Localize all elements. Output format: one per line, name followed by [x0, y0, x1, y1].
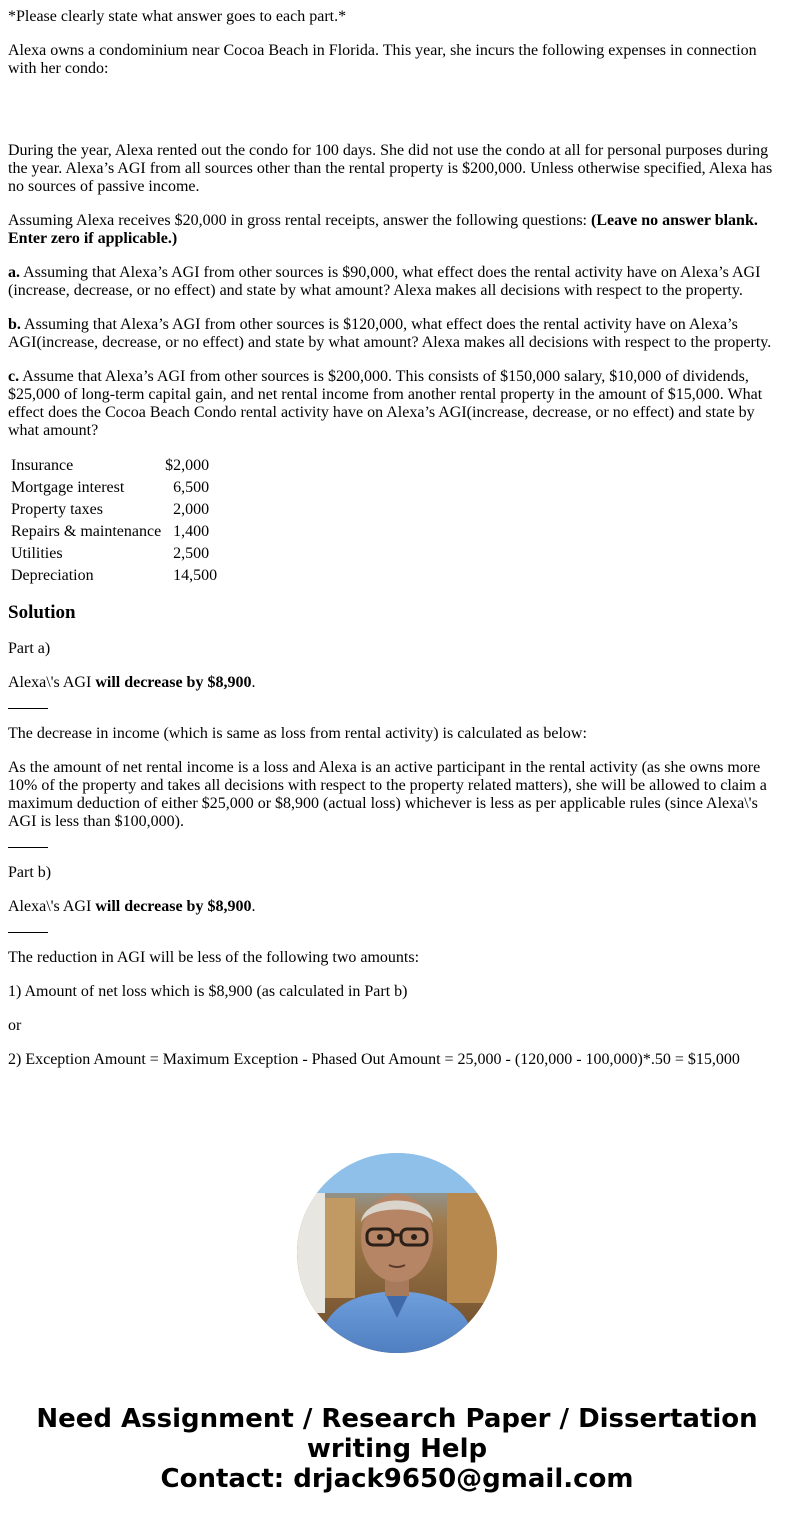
- expense-item: Mortgage interest: [11, 479, 125, 496]
- table-row: [10, 500, 218, 520]
- answer-suffix: .: [251, 674, 256, 691]
- part-b-answer: [8, 898, 786, 916]
- amount-value: 1,400: [173, 523, 210, 540]
- table-row: [10, 522, 218, 542]
- expense-amount: [164, 500, 218, 520]
- question-part-c: [8, 368, 786, 440]
- answer-value: will decrease by $8,900: [95, 674, 252, 691]
- separator: [8, 847, 48, 848]
- author-photo: [297, 1153, 497, 1353]
- expense-item: Repairs & maintenance: [11, 523, 162, 540]
- assumption-note: (Leave no answer blank. Enter zero if applicable.): [8, 212, 758, 247]
- part-c-label: c.: [8, 368, 20, 385]
- expense-amount: [164, 566, 218, 586]
- question-part-a: [8, 264, 786, 300]
- expense-amount: [164, 544, 218, 564]
- part-c-text: Assume that Alexa’s AGI from other sources is $200,000. This consists of $150,000 salary, $10,000 of dividends, $25,000 of long-term capital gain, and net rental income from another rental property in the amount of $15,000. What effect does the Cocoa Beach Condo rental activity have on Alexa’s AGI(increase, decrease, or no effect) and state by what amount?: [8, 368, 763, 439]
- portrait-image: [297, 1153, 497, 1353]
- part-b-text: Assuming that Alexa’s AGI from other sources is $120,000, what effect does the rental activity have on Alexa’s AGI(increase, decrease, or no effect) and state by what amount? Alexa makes all decisions with respect to the property.: [8, 316, 772, 351]
- separator: [8, 932, 48, 933]
- currency-symbol: $: [165, 457, 174, 474]
- expense-item: Insurance: [11, 457, 74, 474]
- table-row: [10, 544, 218, 564]
- expense-amount: [164, 456, 218, 476]
- answer-prefix: Alexa\'s AGI: [8, 898, 96, 915]
- assumption-paragraph: [8, 212, 786, 248]
- expense-amount: [164, 478, 218, 498]
- amount-value: 2,000: [173, 457, 210, 474]
- part-a-answer: [8, 674, 786, 692]
- intro-paragraph: Alexa owns a condominium near Cocoa Beach in Florida. This year, she incurs the following expenses in connection with her condo:: [8, 42, 757, 77]
- part-b-item-1: 1) Amount of net loss which is $8,900 (as calculated in Part b): [8, 983, 408, 1000]
- part-a-explanation-intro: The decrease in income (which is same as loss from rental activity) is calculated as below:: [8, 725, 587, 742]
- part-b-or: or: [8, 1017, 22, 1034]
- part-b-heading: Part b): [8, 864, 52, 881]
- rental-info-paragraph: During the year, Alexa rented out the condo for 100 days. She did not use the condo at all for personal purposes during the year. Alexa’s AGI from all sources other than the rental property is $200,000. Unless otherwise specified, Alexa has no sources of passive income.: [8, 142, 773, 195]
- part-b-label: b.: [8, 316, 21, 333]
- answer-prefix: Alexa\'s AGI: [8, 674, 96, 691]
- promo-banner: [0, 1404, 794, 1494]
- expense-table: [8, 454, 220, 588]
- expense-item: Property taxes: [11, 501, 103, 518]
- instruction-text: *Please clearly state what answer goes to each part.*: [8, 8, 347, 25]
- part-a-heading: Part a): [8, 640, 51, 657]
- answer-value: will decrease by $8,900: [95, 898, 252, 915]
- assumption-text: Assuming Alexa receives $20,000 in gross rental receipts, answer the following questions:: [8, 212, 591, 229]
- amount-value: 2,500: [173, 545, 210, 562]
- banner-line-1: Need Assignment / Research Paper / Dissertation: [36, 1404, 758, 1434]
- question-part-b: [8, 316, 786, 352]
- expense-item: Depreciation: [11, 567, 94, 584]
- table-row: [10, 478, 218, 498]
- banner-line-2: writing Help: [306, 1434, 488, 1464]
- banner-contact: Contact: drjack9650@gmail.com: [160, 1464, 634, 1494]
- part-b-item-2: 2) Exception Amount = Maximum Exception - Phased Out Amount = 25,000 - (120,000 - 100,000)*.50 = $15,000: [8, 1051, 740, 1068]
- document-body: [8, 0, 786, 1085]
- part-b-explanation-intro: The reduction in AGI will be less of the following two amounts:: [8, 949, 420, 966]
- amount-value: 14,500: [173, 567, 218, 584]
- answer-suffix: .: [251, 898, 256, 915]
- expense-item: Utilities: [11, 545, 63, 562]
- intro-gap: [8, 78, 786, 126]
- amount-value: 2,000: [173, 501, 210, 518]
- table-row: [10, 456, 218, 476]
- part-a-label: a.: [8, 264, 20, 281]
- part-a-explanation: As the amount of net rental income is a loss and Alexa is an active participant in the rental activity (as she owns more 10% of the property and takes all decisions with respect to the property related matters), she will be allowed to claim a maximum deduction of either $25,000 or $8,900 (actual loss) whichever is less as per applicable rules (since Alexa\'s AGI is less than $100,000).: [8, 759, 767, 830]
- separator: [8, 708, 48, 709]
- expense-amount: [164, 522, 218, 542]
- solution-heading: Solution: [8, 602, 76, 623]
- table-row: [10, 566, 218, 586]
- part-a-text: Assuming that Alexa’s AGI from other sources is $90,000, what effect does the rental activity have on Alexa’s AGI (increase, decrease, or no effect) and state by what amount? Alexa makes all decisions with respect to the property.: [8, 264, 761, 299]
- amount-value: 6,500: [173, 479, 210, 496]
